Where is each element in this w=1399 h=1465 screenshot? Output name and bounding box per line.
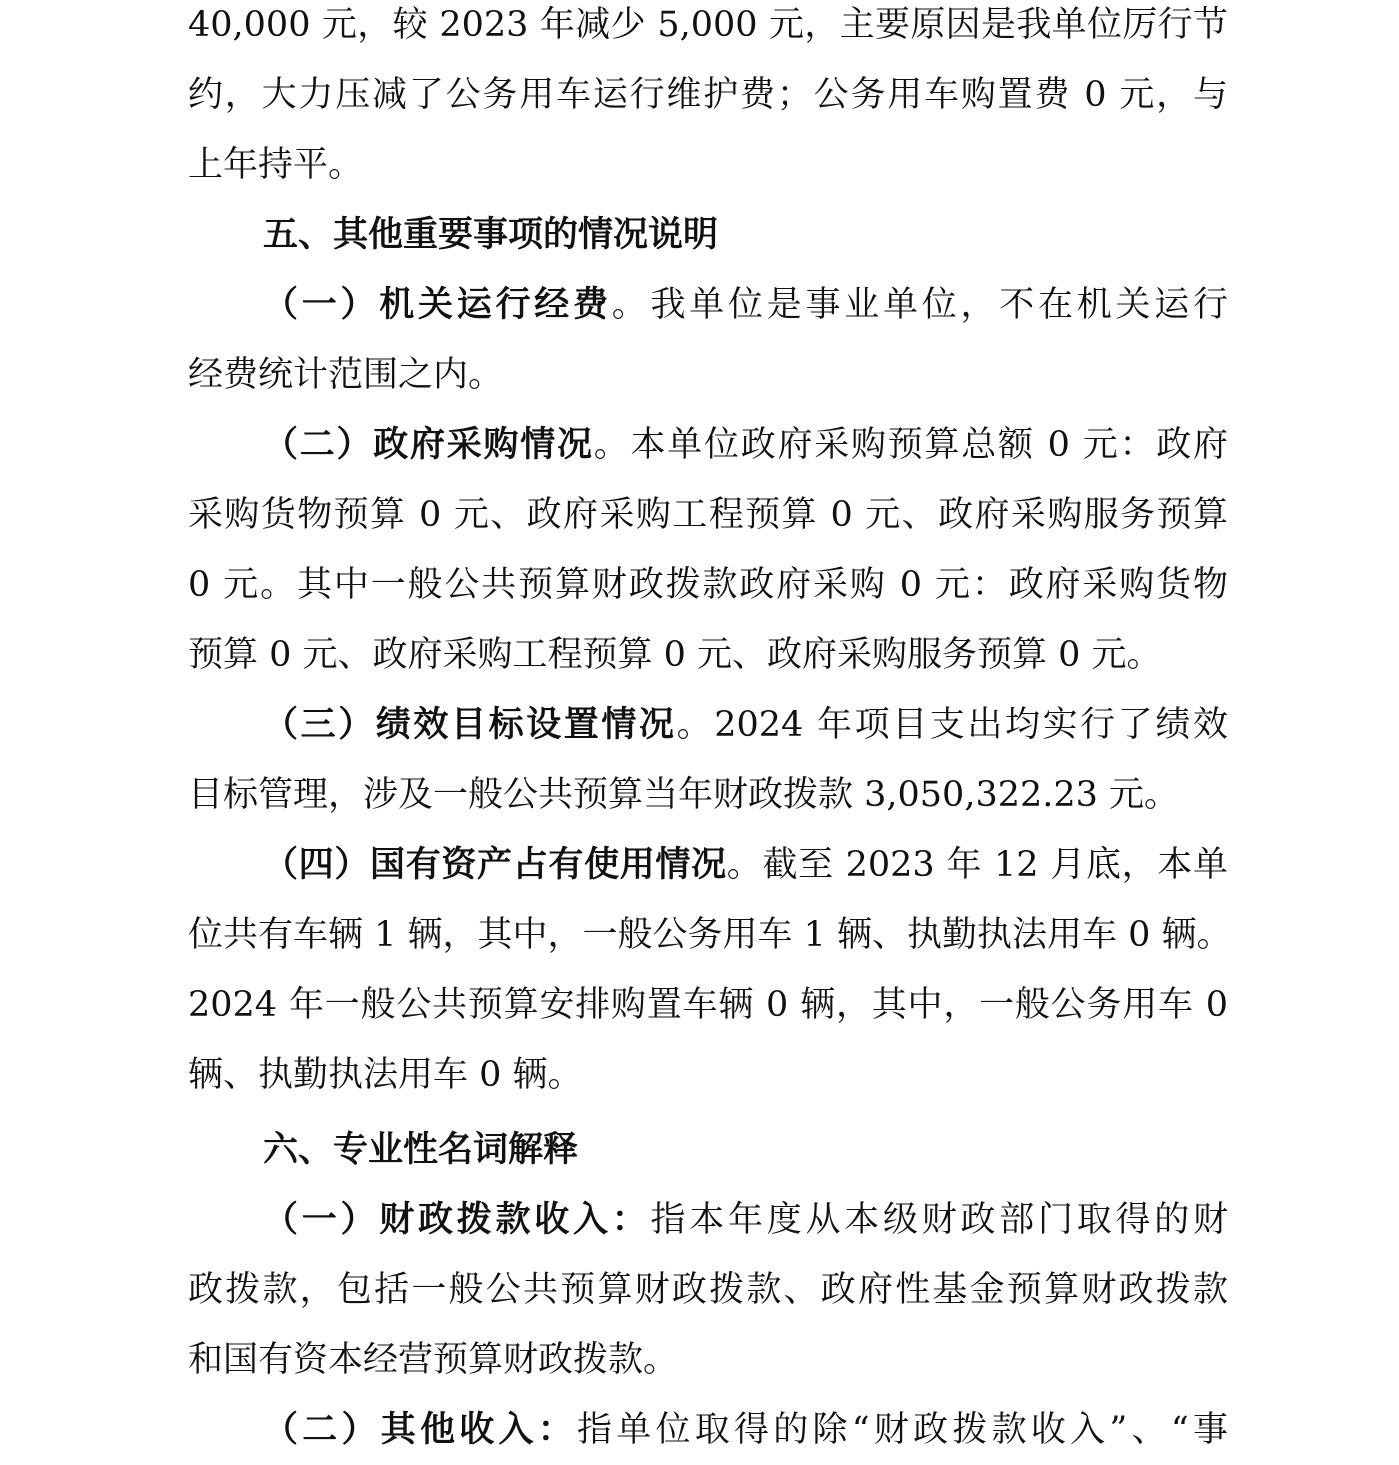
item-title: （一）财政拨款收入： — [263, 1200, 651, 1240]
paragraph-line: 采购货物预算 0 元、政府采购工程预算 0 元、政府采购服务预算 — [188, 495, 1228, 535]
paragraph-line: 目标管理，涉及一般公共预算当年财政拨款 3,050,322.23 元。 — [188, 775, 1180, 815]
section-heading: 五、其他重要事项的情况说明 — [263, 215, 719, 255]
paragraph-line — [263, 1395, 1228, 1465]
paragraph-line: 政拨款，包括一般公共预算财政拨款、政府性基金预算财政拨款 — [188, 1270, 1228, 1310]
item-title: （三）绩效目标设置情况 — [263, 705, 677, 745]
item-text: 。我单位是事业单位，不在机关运行 — [611, 285, 1228, 325]
paragraph-line: 经费统计范围之内。 — [188, 355, 504, 395]
item-title: （一）机关运行经费 — [263, 285, 612, 325]
paragraph-line: 40,000 元，较 2023 年减少 5,000 元，主要原因是我单位厉行节 — [188, 5, 1228, 45]
paragraph-line — [263, 1185, 1228, 1255]
item-text: 指本年度从本级财政部门取得的财 — [650, 1200, 1228, 1240]
paragraph-line: 2024 年一般公共预算安排购置车辆 0 辆，其中，一般公务用车 0 — [188, 985, 1228, 1025]
paragraph-line: 上年持平。 — [188, 145, 364, 185]
paragraph-line: 和国有资本经营预算财政拨款。 — [188, 1340, 679, 1380]
paragraph-line: 0 元。其中一般公共预算财政拨款政府采购 0 元：政府采购货物 — [188, 565, 1228, 605]
item-text: 指单位取得的除“财政拨款收入”、“事 — [577, 1410, 1228, 1450]
paragraph-line — [263, 830, 1228, 900]
paragraph-line: 预算 0 元、政府采购工程预算 0 元、政府采购服务预算 0 元。 — [188, 635, 1162, 675]
paragraph-line: 约，大力压减了公务用车运行维护费；公务用车购置费 0 元，与 — [188, 75, 1228, 115]
item-title: （四）国有资产占有使用情况 — [263, 845, 727, 885]
item-title: （二）其他收入： — [263, 1410, 578, 1450]
paragraph-line: 辆、执勤执法用车 0 辆。 — [188, 1055, 583, 1095]
item-text: 。2024 年项目支出均实行了绩效 — [676, 705, 1228, 745]
paragraph-line — [263, 270, 1228, 340]
paragraph-line — [263, 410, 1228, 480]
item-title: （二）政府采购情况 — [263, 425, 594, 465]
paragraph-line: 位共有车辆 1 辆，其中，一般公务用车 1 辆、执勤执法用车 0 辆。 — [188, 915, 1232, 955]
section-heading: 六、专业性名词解释 — [263, 1130, 579, 1170]
paragraph-line — [263, 690, 1228, 760]
item-text: 。截至 2023 年 12 月底，本单 — [726, 845, 1228, 885]
item-text: 。本单位政府采购预算总额 0 元：政府 — [593, 425, 1228, 465]
